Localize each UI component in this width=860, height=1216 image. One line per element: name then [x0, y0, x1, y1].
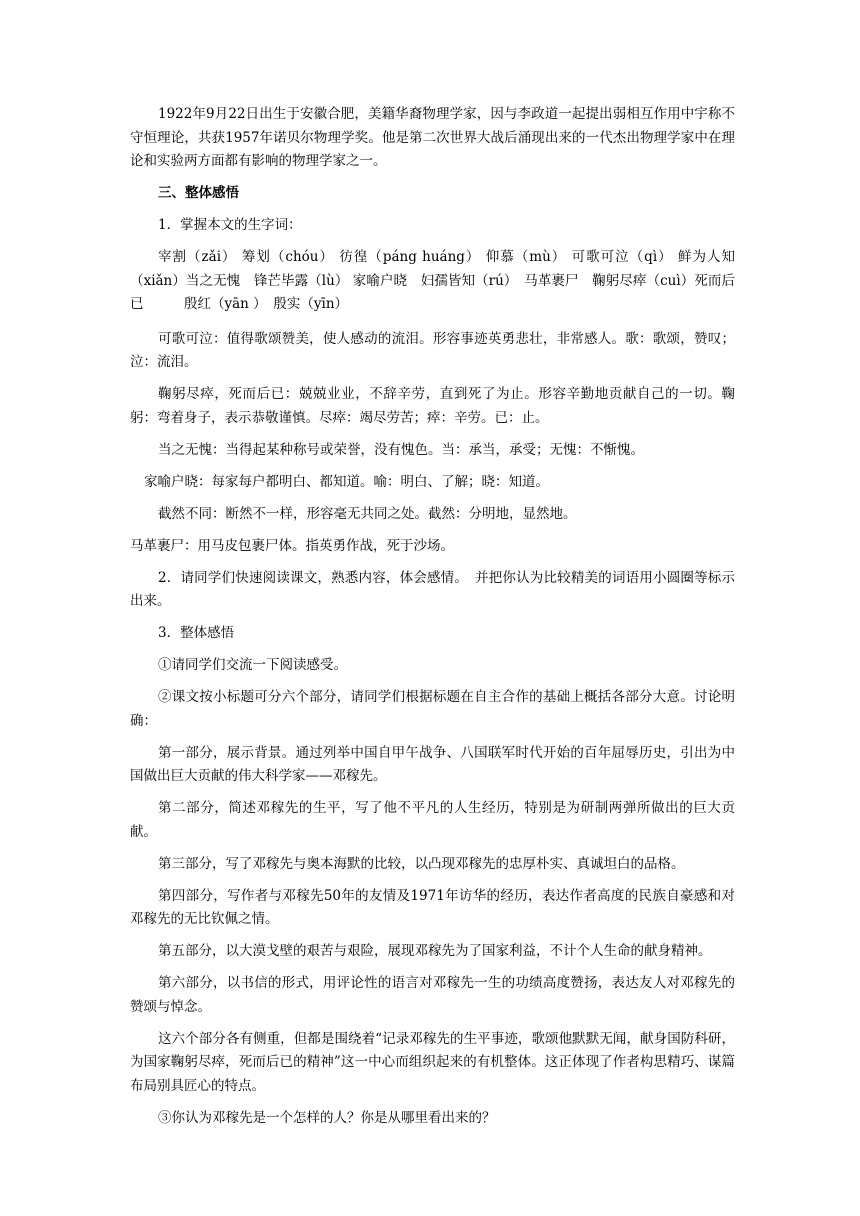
task-1-title: 1．掌握本文的生字词： [158, 217, 302, 233]
task-2: 2．请同学们快速阅读课文，熟悉内容，体会感情。 并把你认为比较精美的词语用小圆圈等标示出来。 [130, 569, 735, 609]
document-body [130, 103, 735, 1139]
part-4-summary: 第四部分，写作者与邓稼先50年的友情及1971年访华的经历，表达作者高度的民族自豪感和对邓稼先的无比钦佩之情。 [130, 887, 735, 927]
vocabulary-list: 宰割（zǎi） 筹划（chóu） 彷徨（páng huáng） 仰慕（mù） 可歌可泣（qì） 鲜为人知（xiǎn）当之无愧 锋芒毕露（lù） 家喻户晓 妇孺皆知（rú） 马革裹尸 鞠躬尽瘁（cuì）死而后已 殷红（yān ） 殷实（yīn） [130, 249, 735, 312]
definition-dangzhiwukui: 当之无愧：当得起某种称号或荣誉，没有愧色。当：承当，承受；无愧：不惭愧。 [158, 441, 644, 458]
definition-jugongjincui: 鞠躬尽瘁，死而后已：兢兢业业，不辞辛劳，直到死了为止。形容辛勤地贡献自己的一切。鞠躬：弯着身子，表示恭敬谨慎。尽瘁：竭尽劳苦；瘁：辛劳。已：止。 [130, 386, 735, 426]
part-5-summary: 第五部分，以大漠戈壁的艰苦与艰险，展现邓稼先为了国家利益，不计个人生命的献身精神。 [158, 943, 712, 959]
part-3-summary: 第三部分，写了邓稼先与奥本海默的比较，以凸现邓稼先的忠厚朴实、真诚坦白的品格。 [158, 855, 685, 872]
task-3-item-3: ③你认为邓稼先是一个怎样的人？你是从哪里看出来的？ [158, 1109, 496, 1126]
intro-paragraph: 1922年9月22日出生于安徽合肥，美籍华裔物理学家，因与李政道一起提出弱相互作用中宇称不守恒理论，共获1957年诺贝尔物理学奖。他是第二次世界大战后涌现出来的一代杰出物理学家中在理论和实验两方面都有影响的物理学家之一。 [130, 106, 735, 169]
part-6-summary: 第六部分，以书信的形式，用评论性的语言对邓稼先一生的功绩高度赞扬，表达友人对邓稼先的赞颂与悼念。 [130, 975, 735, 1015]
part-1-summary: 第一部分，展示背景。通过列举中国自甲午战争、八国联军时代开始的百年屈辱历史，引出为中国做出巨大贡献的伟大科学家——邓稼先。 [130, 744, 735, 784]
definition-magelushi: 马革裹尸：用马皮包裹尸体。指英勇作战，死于沙场。 [130, 537, 454, 554]
task-3-title: 3．整体感悟 [158, 625, 235, 641]
task-3-item-2: ②课文按小标题可分六个部分，请同学们根据标题在自主合作的基础上概括各部分大意。讨论明确： [130, 689, 735, 729]
definition-jierantutong: 截然不同：断然不一样，形容毫无共同之处。截然：分明地，显然地。 [158, 505, 577, 522]
section-heading: 三、整体感悟 [158, 185, 239, 201]
part-2-summary: 第二部分，简述邓稼先的生平，写了他不平凡的人生经历，特别是为研制两弹所做出的巨大贡献。 [130, 800, 735, 840]
overall-summary: 这六个部分各有侧重，但都是围绕着“记录邓稼先的生平事迹，歌颂他默默无闻，献身国防科研，为国家鞠躬尽瘁，死而后已的精神”这一中心而组织起来的有机整体。这正体现了作者构思精巧、谋篇布局别具匠心的特点。 [130, 1030, 735, 1094]
definition-kegekeqi: 可歌可泣：值得歌颂赞美，使人感动的流泪。形容事迹英勇悲壮，非常感人。歌：歌颂，赞叹；泣：流泪。 [130, 330, 735, 370]
task-3-item-1: ①请同学们交流一下阅读感受。 [158, 657, 347, 673]
definition-jiayuhuxiao: 家喻户晓：每家每户都明白、都知道。喻：明白、了解；晓：知道。 [144, 473, 549, 490]
